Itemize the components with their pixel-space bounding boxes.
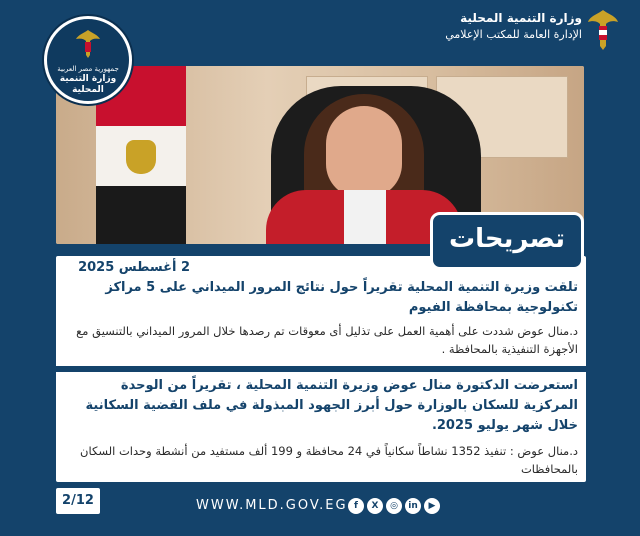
media-office-name: الإدارة العامة للمكتب الإعلامي (445, 28, 582, 41)
person-face (326, 106, 402, 198)
ministry-badge (44, 16, 132, 104)
body-2: د.منال عوض : تنفيذ 1352 نشاطاً سكانياً في 24 محافظة و 199 ألف مستفيد من أنشطة وحدات السكان بالمحافظات (80, 444, 578, 476)
headline-1: تلقت وزيرة التنمية المحلية تقريراً حول نتائج المرور الميداني على 5 مراكز تكنولوجية بمحافظة الفيوم (105, 280, 578, 315)
flag-eagle-icon (126, 140, 156, 174)
person-shirt (344, 190, 386, 244)
badge-country: جمهورية مصر العربية (57, 65, 119, 73)
ministry-header (382, 10, 582, 42)
x-icon[interactable]: X (367, 498, 383, 514)
ministry-name: وزارة التنمية المحلية (460, 11, 582, 25)
news-date: 2 أغسطس 2025 (78, 260, 190, 275)
page-indicator: 2/12 (56, 488, 100, 514)
youtube-icon[interactable]: ▶ (424, 498, 440, 514)
social-links (348, 498, 440, 514)
website-link[interactable]: WWW.MLD.GOV.EG (196, 498, 348, 513)
instagram-icon[interactable]: ◎ (386, 498, 402, 514)
news-content (56, 256, 586, 482)
section-divider (56, 366, 586, 372)
headline-2: استعرضت الدكتورة منال عوض وزيرة التنمية المحلية ، تقريراً من الوحدة المركزية للسكان بالوزارة حول أبرز الجهود المبذولة في ملف القضية السكانية خلال شهر يوليو 2025. (85, 378, 578, 433)
facebook-icon[interactable]: f (348, 498, 364, 514)
linkedin-icon[interactable]: in (405, 498, 421, 514)
egypt-eagle-icon (586, 8, 620, 52)
section-label: تصريحات (430, 212, 584, 270)
badge-ministry: وزارة التنمية المحلية (59, 74, 117, 95)
badge-eagle-icon (75, 29, 101, 59)
body-1: د.منال عوض شددت على أهمية العمل على تذليل أى معوقات تم رصدها خلال المرور الميداني بالتنسيق مع الأجهزة التنفيذية بالمحافظة . (76, 324, 578, 356)
